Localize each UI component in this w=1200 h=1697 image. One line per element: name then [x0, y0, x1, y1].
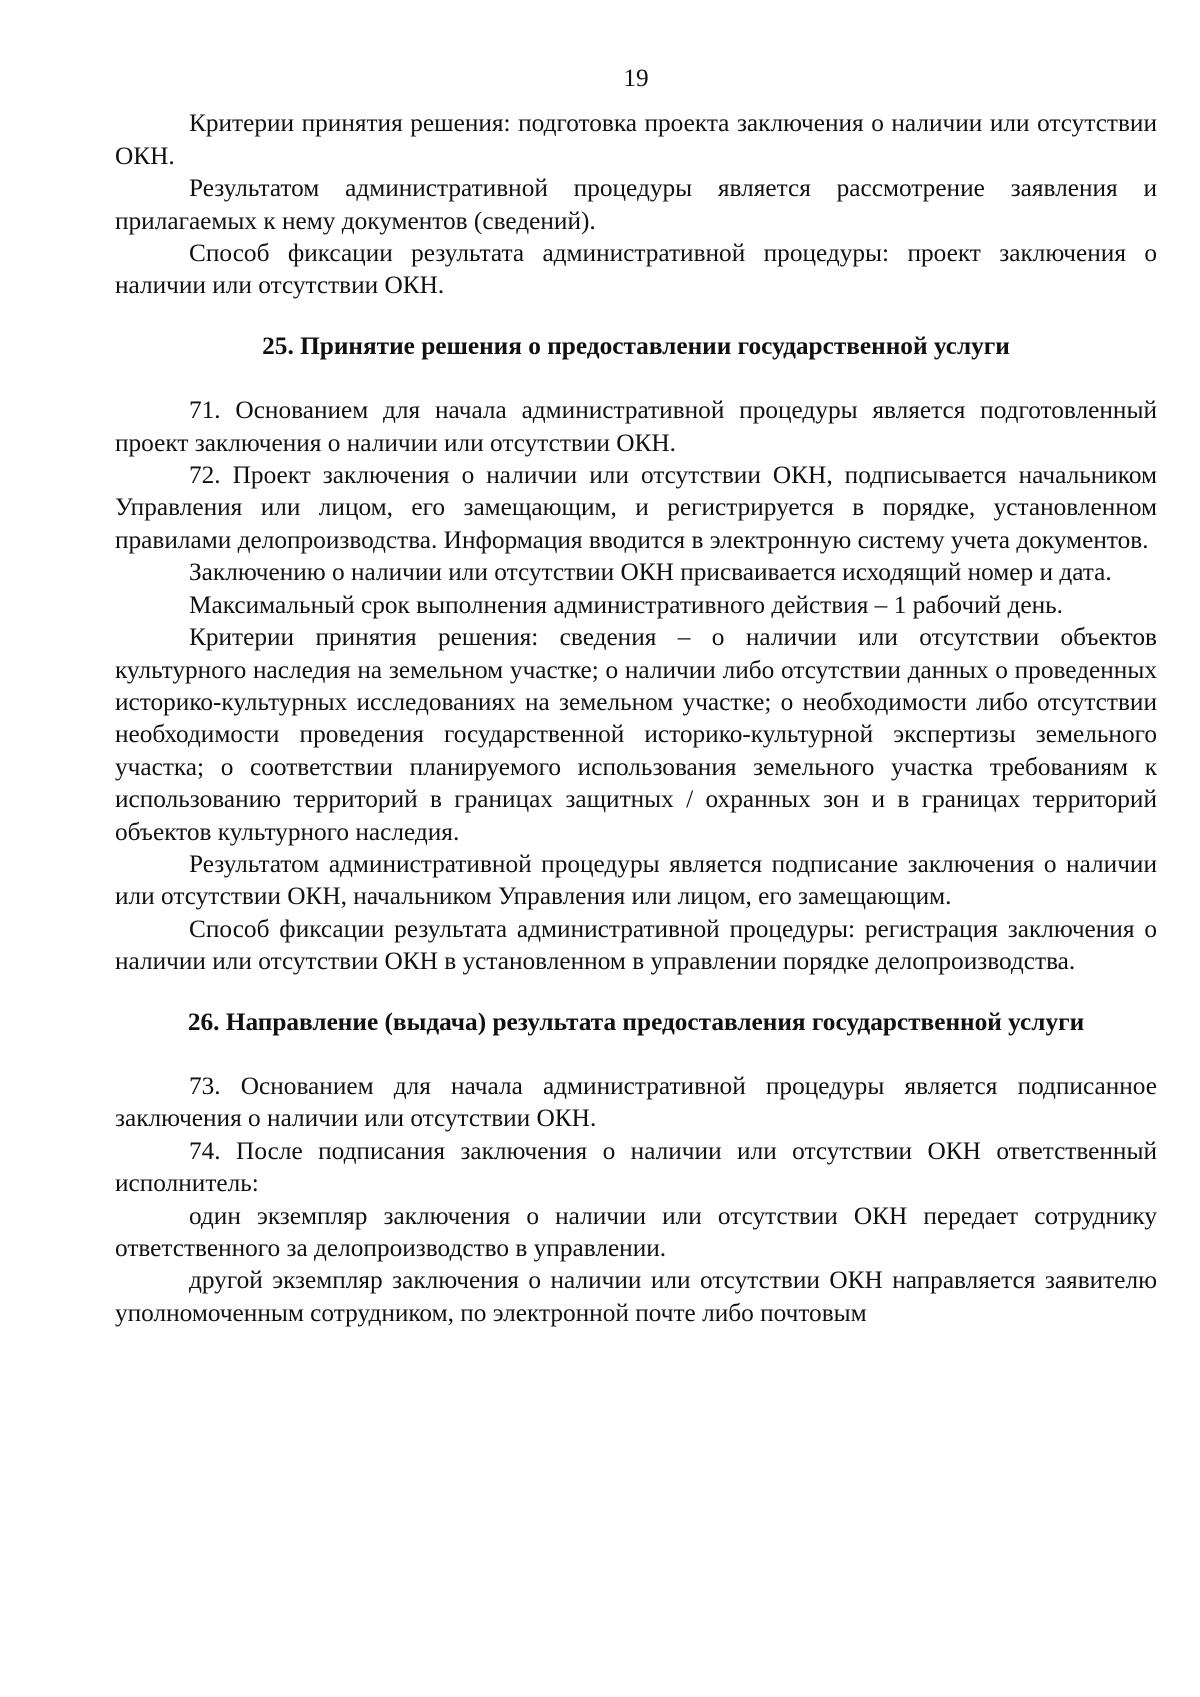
paragraph-copy-2: другой экземпляр заключения о наличии или отсутствии ОКН направляется заявителю уполномоченным сотрудником, по электронной почте либо почтовым — [115, 1266, 1157, 1327]
paragraph-71: 71. Основанием для начала административной процедуры является подготовленный проект заключения о наличии или отсутствии ОКН. — [115, 396, 1157, 457]
section-heading-26: 26. Направление (выдача) результата предоставления государственной услуги — [187, 1007, 1085, 1036]
paragraph-73: 73. Основанием для начала административной процедуры является подписанное заключения о наличии или отсутствии ОКН. — [115, 1071, 1157, 1133]
paragraph-number-date: Заключению о наличии или отсутствии ОКН присваивается исходящий номер и дата. — [189, 558, 1112, 587]
paragraph-criteria-1: Критерии принятия решения: подготовка проекта заключения о наличии или отсутствии ОКН. — [115, 109, 1157, 170]
paragraph-fixation-2: Способ фиксации результата административной процедуры: регистрация заключения о наличии или отсутствии ОКН в установленном в управлении порядке делопроизводства. — [115, 914, 1157, 976]
section-heading-25: 25. Принятие решения о предоставлении государственной услуги — [262, 331, 1010, 360]
paragraph-fixation-1: Способ фиксации результата административной процедуры: проект заключения о наличии или отсутствии ОКН. — [115, 239, 1157, 300]
paragraph-max-term: Максимальный срок выполнения административного действия – 1 рабочий день. — [189, 590, 1063, 619]
paragraph-copy-1: один экземпляр заключения о наличии или отсутствии ОКН передает сотруднику ответственного за делопроизводство в управлении. — [115, 1201, 1157, 1262]
paragraph-74: 74. После подписания заключения о наличии или отсутствии ОКН ответственный исполнитель: — [115, 1136, 1157, 1198]
paragraph-result-2: Результатом административной процедуры является подписание заключения о наличии или отсутствии ОКН, начальником Управления или лицом, его замещающим. — [115, 849, 1157, 911]
paragraph-result-1: Результатом административной процедуры является рассмотрение заявления и прилагаемых к нему документов (сведений). — [115, 174, 1157, 235]
page-number: 19 — [623, 64, 649, 92]
paragraph-criteria-2: Критерии принятия решения: сведения – о наличии или отсутствии объектов культурного наследия на земельном участке; о наличии либо отсутствии данных о проведенных историко-культурных исследованиях на земельном участке; о необходимости либо отсутствии необходимости проведения государственной историко-культурной экспертизы земельного участка; о соответствии планируемого использования земельного участка требованиям к использованию территорий в границах защитных / охранных зон и в границах территорий объектов культурного наследия. — [115, 623, 1157, 846]
document-page — [115, 62, 1157, 1329]
paragraph-72: 72. Проект заключения о наличии или отсутствии ОКН, подписывается начальником Управления или лицом, его замещающим, и регистрируется в порядке, установленном правилами делопроизводства. Информация вводится в электронную систему учета документов. — [115, 461, 1157, 554]
